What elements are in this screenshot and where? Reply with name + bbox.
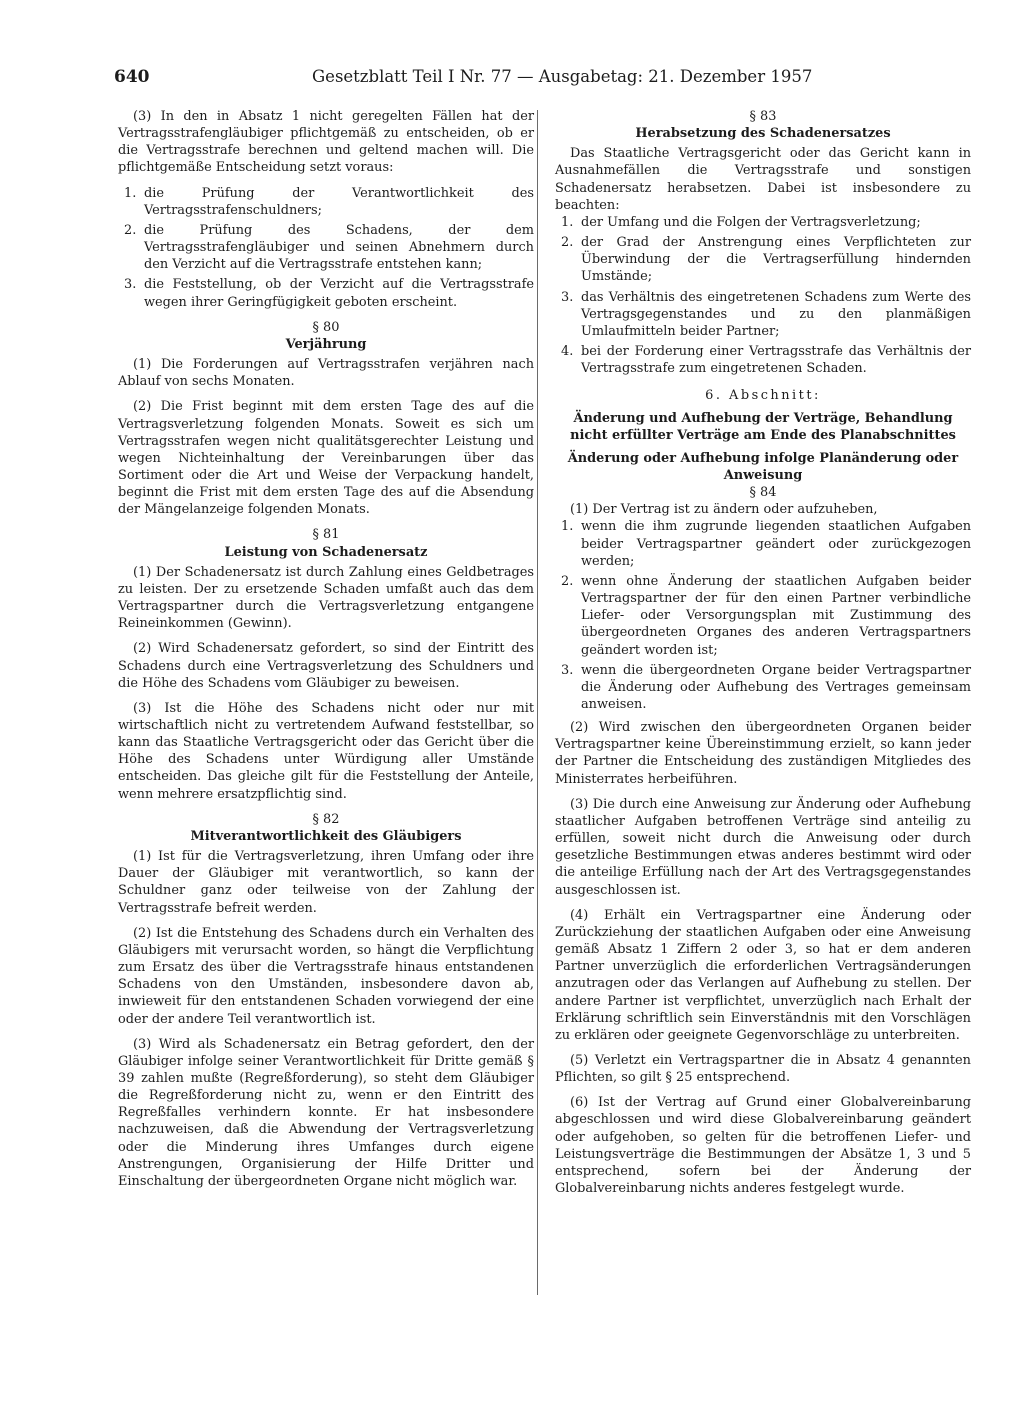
subchapter-title: Änderung oder Aufhebung infolge Planänderung oder Anweisung xyxy=(567,450,959,483)
paragraph: (2) Wird zwischen den übergeordneten Organen beider Vertragspartner keine Übereinstimmung erzielt, so kann jeder der Partner die Entscheidung des zuständigen Mitgliedes des Ministerrates herbeiführen. xyxy=(555,720,971,787)
paragraph: (4) Erhält ein Vertragspartner eine Änderung oder Zurückziehung der staatlichen Aufgaben oder eine Anweisung gemäß Absatz 1 Ziffern 2 oder 3, so hat er dem anderen Partner unverzüglich die erforderlichen Vertragsänderungen anzutragen oder das Verlangen auf Aufhebung zu stellen. Der andere Partner ist verpflichtet, unverzüglich nach Erhalt der Erklärung schriftlich sein Einverständnis mit den Vorschlägen zu erklären oder geeignete Gegenvorschläge zu unterbreiten. xyxy=(555,907,971,1043)
running-title: Gesetzblatt Teil I Nr. 77 — Ausgabetag: 21. Dezember 1957 xyxy=(312,67,813,86)
list-number: 3. xyxy=(561,662,574,678)
paragraph: (6) Ist der Vertrag auf Grund einer Globalvereinbarung abgeschlossen und wird diese Globalvereinbarung geändert oder aufgehoben, so gelten für die betroffenen Liefer- und Leistungsverträge die Bestimmungen der Absätze 1, 3 und 5 entsprechend, sofern bei der Änderung der Globalvereinbarung nichts anderes festgelegt wurde. xyxy=(555,1095,971,1197)
list-item xyxy=(118,222,534,273)
list-number: 3. xyxy=(124,277,137,293)
list-number: 2. xyxy=(124,222,137,238)
section-title: Mitverantwortlichkeit des Gläubigers xyxy=(190,828,462,844)
section-title: Herabsetzung des Schadenersatzes xyxy=(635,126,891,142)
list-text: wenn ohne Änderung der staatlichen Aufgaben beider Vertragspartner der für den einen Partner verbindliche Liefer- oder Versorgungsplan mit Zustimmung des übergeordneten Organes des anderen Vertragspartners geändert worden ist; xyxy=(581,573,971,658)
paragraph: (1) Die Forderungen auf Vertragsstrafen verjähren nach Ablauf von sechs Monaten. xyxy=(118,357,534,390)
list-item xyxy=(555,214,971,231)
list-item xyxy=(555,343,971,377)
paragraph: (3) Die durch eine Anweisung zur Änderung oder Aufhebung staatlicher Aufgaben betroffenen Verträge sind anteilig zu erfüllen, soweit nicht durch die Anweisung oder durch gesetzliche Bestimmungen etwas anderes bestimmt wird oder die anteilige Erfüllung nach der Art des Vertragsgegenstandes ausgeschlossen ist. xyxy=(555,796,971,898)
list-text: das Verhältnis des eingetretenen Schadens zum Werte des Vertragsgegenstandes und zu den planmäßigen Umlaufmitteln beider Partner; xyxy=(581,289,971,339)
paragraph: (1) Der Vertrag ist zu ändern oder aufzuheben, xyxy=(570,502,878,518)
paragraph: (3) Ist die Höhe des Schadens nicht oder nur mit wirtschaftlich nicht zu vertretendem Aufwand feststellbar, so kann das Staatliche Vertragsgericht oder das Gericht über die Höhe des Schadens unter Würdigung aller Umstände entscheiden. Das gleiche gilt für die Feststellung der Anteile, wenn mehrere ersatzpflichtig sind. xyxy=(118,700,534,802)
paragraph: (5) Verletzt ein Vertragspartner die in Absatz 4 genannten Pflichten, so gilt § 25 entsprechend. xyxy=(555,1052,971,1086)
list-item xyxy=(555,289,971,340)
paragraph: (2) Die Frist beginnt mit dem ersten Tage des auf die Vertragsverletzung folgenden Monats. Soweit es sich um Vertragsstrafen wegen nicht qualitätsgerechter Leistung und wegen Nichteinhaltung der Vereinbarungen über das Sortiment oder die Art und Weise der Verpackung handelt, beginnt die Frist mit dem ersten Tage des auf die Absendung der Mängelanzeige folgenden Monats. xyxy=(118,399,534,518)
list-number: 3. xyxy=(561,289,574,305)
list-item xyxy=(118,185,534,219)
list-item xyxy=(555,234,971,285)
list-text: wenn die ihm zugrunde liegenden staatlichen Aufgaben beider Vertragspartner geändert oder zurückgezogen werden; xyxy=(581,519,971,569)
paragraph: (3) In den in Absatz 1 nicht geregelten Fällen hat der Vertragsstrafengläubiger pflichtgemäß zu entscheiden, ob er die Vertragsstrafe berechnen und geltend machen will. Die pflichtgemäße Entscheidung setzt voraus: xyxy=(118,109,534,176)
list-text: die Feststellung, ob der Verzicht auf die Vertragsstrafe wegen ihrer Geringfügigkeit geboten erscheint. xyxy=(144,277,534,310)
paragraph: (1) Der Schadenersatz ist durch Zahlung eines Geldbetrages zu leisten. Der zu ersetzende Schaden umfaßt auch das dem Vertragspartner durch die Vertragsverletzung entgangene Reineinkommen (Gewinn). xyxy=(118,564,534,632)
section-number: § 81 xyxy=(312,527,340,543)
list-text: wenn die übergeordneten Organe beider Vertragspartner die Änderung oder Aufhebung des Vertrages gemeinsam anweisen. xyxy=(581,662,971,712)
page-number: 640 xyxy=(114,67,150,87)
left-column xyxy=(118,108,534,1190)
column-divider xyxy=(537,110,538,1295)
page-header xyxy=(114,66,914,88)
list-number: 2. xyxy=(561,235,574,251)
chapter-heading: 6. Abschnitt: xyxy=(705,388,821,404)
list-text: bei der Forderung einer Vertragsstrafe das Verhältnis der Vertragsstrafe zum eingetretenen Schaden. xyxy=(581,344,971,377)
paragraph: (3) Wird als Schadenersatz ein Betrag gefordert, den der Gläubiger infolge seiner Verantwortlichkeit für Dritte gemäß § 39 zahlen mußte (Regreßforderung), so steht dem Gläubiger die Regreßforderung nicht zu, wenn er den Eintritt des Regreßfalles verhindern konnte. Er hat insbesondere nachzuweisen, daß die Abwendung der Vertragsverletzung oder die Minderung ihres Umfanges durch eigene Anstrengungen, Organisierung der Hilfe Dritter und Einschaltung der übergeordneten Organe nicht möglich war. xyxy=(118,1036,534,1189)
list-number: 1. xyxy=(561,519,574,535)
list-text: die Prüfung der Verantwortlichkeit des Vertragsstrafenschuldners; xyxy=(144,185,534,218)
paragraph: (2) Wird Schadenersatz gefordert, so sind der Eintritt des Schadens durch eine Vertragsverletzung des Schuldners und die Höhe des Schadens vom Gläubiger zu beweisen. xyxy=(118,641,534,691)
paragraph: Das Staatliche Vertragsgericht oder das Gericht kann in Ausnahmefällen die Vertragsstrafe und sonstigen Schadenersatz herabsetzen. Dabei ist insbesondere zu beachten: xyxy=(555,146,971,213)
list-number: 4. xyxy=(561,344,574,360)
paragraph: (1) Ist für die Vertragsverletzung, ihren Umfang oder ihre Dauer der Gläubiger mit verantwortlich, so kann der Schuldner ganz oder teilweise von der Zahlung der Vertragsstrafe befreit werden. xyxy=(118,849,534,916)
section-number: § 82 xyxy=(312,811,340,827)
chapter-title: Änderung und Aufhebung der Verträge, Behandlung nicht erfüllter Verträge am Ende des Planabschnittes xyxy=(570,410,956,443)
section-title: Leistung von Schadenersatz xyxy=(224,544,428,560)
list-text: der Grad der Anstrengung eines Verpflichteten zur Überwindung der die Vertragserfüllung hindernden Umstände; xyxy=(581,235,971,285)
numbered-list xyxy=(118,185,534,311)
numbered-list xyxy=(555,214,971,377)
section-title: Verjährung xyxy=(285,336,367,352)
list-number: 1. xyxy=(124,185,137,201)
list-text: die Prüfung des Schadens, der dem Vertragsstrafengläubiger und seinen Abnehmern durch den Verzicht auf die Vertragsstrafe entstehen kann; xyxy=(144,222,534,273)
list-item xyxy=(555,518,971,569)
list-item xyxy=(118,276,534,310)
section-number: § 84 xyxy=(749,485,777,501)
list-number: 1. xyxy=(561,214,574,230)
list-number: 2. xyxy=(561,573,574,589)
paragraph: (2) Ist die Entstehung des Schadens durch ein Verhalten des Gläubigers mit verursacht worden, so hängt die Verpflichtung zum Ersatz des über die Vertragsstrafe hinaus entstandenen Schadens von den Umständen, insbesondere davon ab, inwieweit für den entstandenen Schaden vorwiegend der eine oder der andere Teil verantwortlich ist. xyxy=(118,925,534,1027)
right-column xyxy=(555,108,971,1197)
section-number: § 80 xyxy=(312,319,340,335)
numbered-list xyxy=(555,518,971,713)
list-text: der Umfang und die Folgen der Vertragsverletzung; xyxy=(581,214,921,230)
section-number: § 83 xyxy=(749,109,777,124)
list-item xyxy=(555,573,971,659)
list-item xyxy=(555,662,971,713)
